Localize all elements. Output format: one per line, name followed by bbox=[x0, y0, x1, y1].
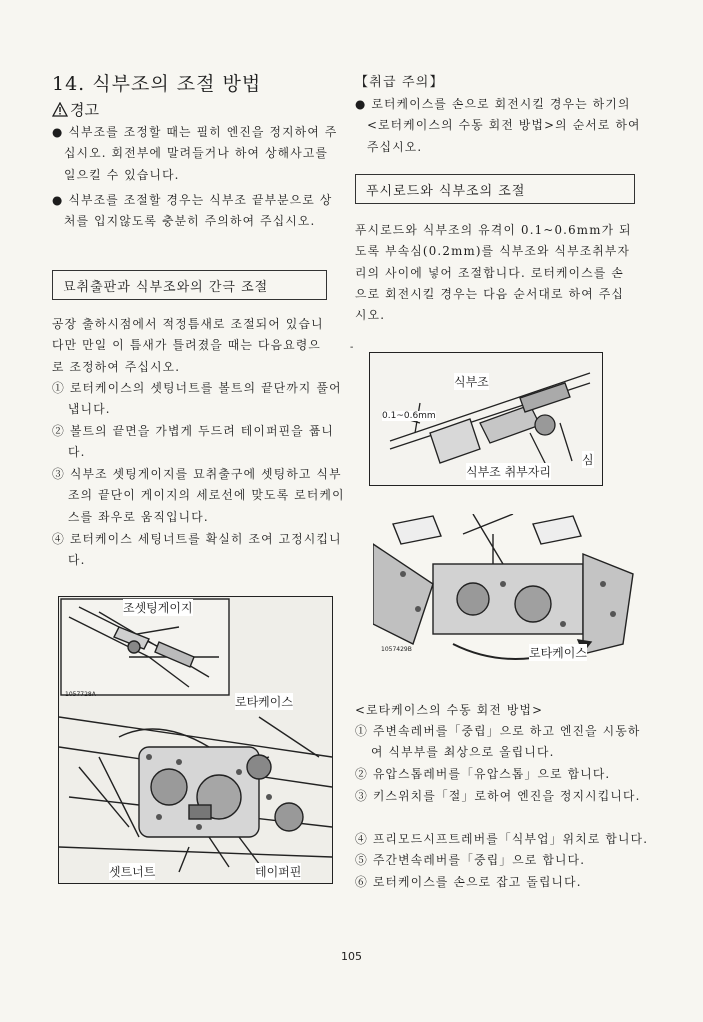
warning-item-2: ● 식부조를 조절할 경우는 식부조 끝부분으로 상처를 입지않도록 충분히 주의하여 주십시오. bbox=[52, 193, 333, 229]
figure-label-claw-seat: 식부조 취부자리 bbox=[466, 465, 551, 479]
page-number: 105 bbox=[341, 950, 362, 963]
warning-heading bbox=[52, 99, 99, 120]
figure-label-shim: 심 bbox=[582, 453, 594, 467]
warning-item-1: ● 식부조를 조정할 때는 필히 엔진을 정지하여 주십시오. 회전부에 말려들거나 하여 상해사고를 일으킬 수 있습니다. bbox=[52, 125, 338, 182]
step-1: ① 로터케이스의 셋팅너트를 볼트의 끝단까지 풀어냅니다. bbox=[52, 381, 342, 417]
figure-label-claw: 식부조 bbox=[454, 375, 489, 389]
rotor-case-overview-illustration bbox=[373, 514, 635, 674]
manual-step-1: ① 주변속레버를「중립」으로 하고 엔진을 시동하여 식부부를 최상으로 올립니다. bbox=[355, 724, 641, 760]
rotor-case-overview-figure bbox=[373, 514, 635, 674]
section-box-push-rod bbox=[355, 174, 635, 204]
warning-label: 경고 bbox=[70, 101, 99, 119]
intro-paragraph: 공장 출하시점에서 적정틈새로 조절되어 있습니다만 만일 이 틈새가 틀려졌을 때는 다음요령으로 조정하여 주십시오. bbox=[52, 317, 324, 374]
manual-step-6: ⑥ 로터케이스를 손으로 잡고 돌립니다. bbox=[355, 875, 582, 889]
section-box-gap-adjust bbox=[52, 270, 327, 300]
section-box-label: 푸시로드와 식부조의 조절 bbox=[366, 183, 526, 199]
figure-label-rotor-case: 로타케이스 bbox=[235, 695, 293, 709]
manual-step-5: ⑤ 주간변속레버를「중립」으로 합니다. bbox=[355, 853, 586, 867]
section-box-label: 묘취출판과 식부조와의 간극 조절 bbox=[63, 279, 269, 295]
margin-mark: - bbox=[350, 342, 354, 353]
warning-triangle-icon bbox=[52, 102, 68, 117]
rotor-case-illustration bbox=[59, 597, 332, 883]
figure-label-gap: 0.1~0.6mm bbox=[382, 411, 436, 421]
manual-step-4: ④ 프리모드시프트레버를「식부업」위치로 합니다. bbox=[355, 832, 649, 846]
figure-label-taper-pin: 테이퍼핀 bbox=[255, 865, 302, 879]
rotor-case-figure bbox=[58, 596, 333, 884]
step-2: ② 볼트의 끝면을 가볍게 두드려 테이퍼핀을 풉니다. bbox=[52, 424, 335, 460]
detail-figure bbox=[369, 352, 603, 486]
figure-label-set-nut: 셋트너트 bbox=[109, 865, 156, 879]
section-title: 14. 식부조의 조절 방법 bbox=[52, 73, 262, 95]
caution-text: ● 로터케이스를 손으로 회전시킬 경우는 하기의 <로터케이스의 수동 회전 방법>의 순서로 하여 주십시오. bbox=[355, 97, 641, 154]
figure-code: 1057429B bbox=[381, 646, 412, 653]
manual-rotation-title: <로타케이스의 수동 회전 방법> bbox=[355, 703, 544, 717]
caution-title: 【취급 주의】 bbox=[355, 75, 444, 90]
manual-step-2: ② 유압스톱레버를「유압스톱」으로 합니다. bbox=[355, 767, 611, 781]
manual-step-3: ③ 키스위치를「절」로하여 엔진을 정지시킵니다. bbox=[355, 789, 641, 803]
figure-label-rotor-case: 로타케이스 bbox=[529, 646, 587, 660]
push-rod-paragraph: 푸시로드와 식부조의 유격이 0.1~0.6mm가 되도록 부속심(0.2mm)를 식부조와 식부조취부자리의 사이에 넣어 조절합니다. 로터케이스를 손으로 회전시킬 경우는 다음 순서대로 하여 주십시오. bbox=[355, 223, 632, 323]
figure-label-setting-gauge: 조셋팅게이지 bbox=[123, 601, 193, 615]
step-4: ④ 로터케이스 세팅너트를 확실히 조여 고정시킵니다. bbox=[52, 532, 342, 568]
step-3: ③ 식부조 셋팅게이지를 묘취출구에 셋팅하고 식부조의 끝단이 게이지의 세로선에 맞도록 로터케이스를 좌우로 움직입니다. bbox=[52, 467, 345, 524]
figure-code: 1057728A bbox=[65, 691, 96, 698]
